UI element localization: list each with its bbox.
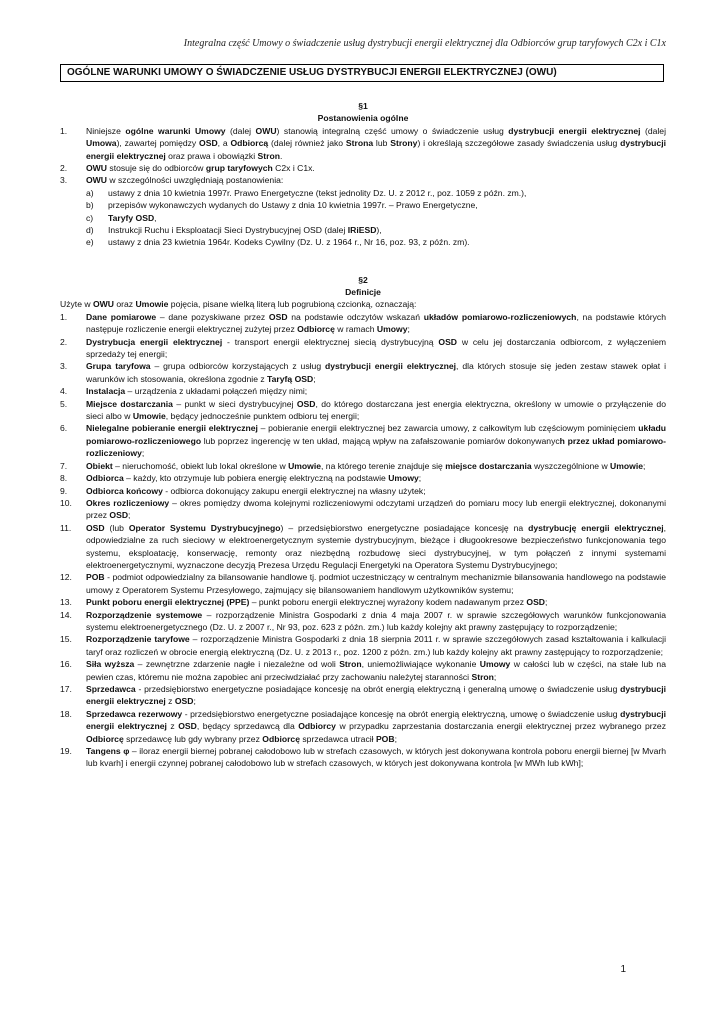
list-item-number: 18. <box>60 708 72 719</box>
list-item-text: OWU stosuje się do odbiorców grup taryfowych C2x i C1x. <box>86 163 315 173</box>
list-item-text: Tangens φ – iloraz energii biernej pobranej całodobowo lub w strefach czasowych, w których jest dokonywana kontrola poboru energii biernej [w Mvarh lub kvarh] i energii czynnej pobranej całodobowo lub w strefach czasowych, w których jest dokonywana kontrola [w MWh lub kWh]; <box>86 746 666 769</box>
list-item-number: 3. <box>60 175 68 186</box>
sub-list-item <box>60 187 666 199</box>
section-1-subitems <box>60 187 666 249</box>
list-item-number: 13. <box>60 597 72 608</box>
list-item-text: przepisów wykonawczych wydanych do Ustawy z dnia 10 kwietnia 1997r. – Prawo Energetyczne, <box>108 200 478 211</box>
definition-item <box>60 385 666 397</box>
list-item-number: 4. <box>60 386 68 397</box>
section-1-items <box>60 125 666 187</box>
list-item-number: 15. <box>60 634 72 645</box>
definition-item <box>60 658 666 683</box>
document-body <box>60 100 666 770</box>
list-item-text: Sprzedawca - przedsiębiorstwo energetyczne posiadające koncesję na obrót energią elektryczną i generalną umowę o świadczenie usług dystrybucji energii elektrycznej z OSD; <box>86 684 666 707</box>
list-item-number: 1. <box>60 311 68 322</box>
list-item-text: Niniejsze ogólne warunki Umowy (dalej OWU) stanowią integralną część umowy o świadczenie usług dystrybucji energii elektrycznej (dalej Umowa), zawartej pomiędzy OSD, a Odbiorcą (dalej również jako Strona lub Strony) i określają szczegółowe zasady świadczenia usług dystrybucji energii elektrycznej oraz prawa i obowiązki Stron. <box>86 125 666 161</box>
sub-list-item <box>60 224 666 236</box>
list-item-text: Rozporządzenie taryfowe – rozporządzenie Ministra Gospodarki z dnia 18 sierpnia 2011 r. w sprawie szczegółowych zasad kształtowania i kalkulacji taryf oraz rozliczeń w obrocie energią elektryczną (Dz. U. z 2013 r., poz. 1200 z późn. zm.) lub każdy kolejny akt prawny zastępujący to rozporządzenie; <box>86 634 666 657</box>
page-number: 1 <box>620 964 626 975</box>
definition-item <box>60 485 666 497</box>
list-item-text: Sprzedawca rezerwowy - przedsiębiorstwo energetyczne posiadające koncesję na obrót energią elektryczną, umowę o świadczenie usług dystrybucji energii elektrycznej z OSD, będący sprzedawcą dla Odbiorcy w przypadku zaprzestania dostarczania energii elektrycznej przez wybranego przez Odbiorcę sprzedawcę lub gdy wybrany przez Odbiorcę sprzedawca utracił POB; <box>86 708 666 744</box>
definition-item <box>60 745 666 770</box>
definition-item <box>60 683 666 708</box>
list-item-number: d) <box>86 225 94 236</box>
list-item-text: Rozporządzenie systemowe – rozporządzenie Ministra Gospodarki z dnia 4 maja 2007 r. w sprawie szczegółowych warunków funkcjonowania systemu elektroenergetycznego (Dz. U. z 2007 r., Nr 93, poz. 623 z późn. zm.) lub każdy kolejny akt prawny zastępujący to rozporządzenie; <box>86 609 666 632</box>
list-item-text: Odbiorca końcowy - odbiorca dokonujący zakupu energii elektrycznej na własny użytek; <box>86 485 426 496</box>
list-item-number: 1. <box>60 125 68 136</box>
list-item-text: ustawy z dnia 23 kwietnia 1964r. Kodeks Cywilny (Dz. U. z 1964 r., Nr 16, poz. 93, z późn. zm). <box>108 237 470 248</box>
section-title: Postanowienia ogólne <box>317 113 409 124</box>
definitions-intro: Użyte w OWU oraz Umowie pojęcia, pisane wielką literą lub pogrubioną czcionką, oznaczają: <box>60 299 417 310</box>
list-item-text: ustawy z dnia 10 kwietnia 1997r. Prawo Energetyczne (tekst jednolity Dz. U. z 2012 r., poz. 1059 z późn. zm.), <box>108 187 527 198</box>
definition-item <box>60 336 666 361</box>
list-item-number: e) <box>86 237 94 248</box>
list-item-text: Okres rozliczeniowy – okres pomiędzy dwoma kolejnymi rozliczeniowymi odczytami urządzeń do pomiaru mocy lub energii elektrycznej, dokonanymi przez OSD; <box>86 497 666 521</box>
definition-item <box>60 596 666 608</box>
list-item-text: OSD (lub Operator Systemu Dystrybucyjnego) – przedsiębiorstwo energetyczne posiadające koncesję na dystrybucję energii elektrycznej, odpowiedzialne za ruch sieciowy w elektroenergetycznym systemie dystrybucyjnym, bieżące i długookresowe bezpieczeństwo funkcjonowania tego systemu, eksploatację, konserwację, remonty oraz niezbędną rozbudowę sieci dystrybucyjnej, w tym połączeń z innymi systemami elektroenergetycznymi, wyznaczone decyzją Prezesa Urzędu Regulacji Energetyki na Operatora Systemu Dystrybucyjnego; <box>86 522 666 570</box>
list-item-text: Obiekt – nieruchomość, obiekt lub lokal określone w Umowie, na którego terenie znajduje się miejsce dostarczania wyszczególnione w Umowie; <box>86 460 646 471</box>
list-item-number: 3. <box>60 361 68 372</box>
list-item-number: 8. <box>60 473 68 484</box>
list-item-number: c) <box>86 212 94 223</box>
list-item-text: Grupa taryfowa – grupa odbiorców korzystających z usług dystrybucji energii elektrycznej, dla których stosuje się jeden zestaw stawek opłat i warunków ich stosowania, określona zgodnie z Taryfą OSD; <box>86 361 666 384</box>
definition-item <box>60 472 666 484</box>
document-title: OGÓLNE WARUNKI UMOWY O ŚWIADCZENIE USŁUG DYSTRYBUCJI ENERGII ELEKTRYCZNEJ (OWU) <box>60 64 664 82</box>
definition-item <box>60 708 666 745</box>
sub-list-item <box>60 212 666 224</box>
definition-item <box>60 460 666 472</box>
section-title: Definicje <box>345 287 381 298</box>
list-item-number: 2. <box>60 336 68 347</box>
definition-item <box>60 398 666 423</box>
list-item-number: 11. <box>60 522 72 533</box>
list-item-number: 6. <box>60 423 68 434</box>
list-item-text: Taryfy OSD, <box>108 212 157 223</box>
definition-item <box>60 360 666 385</box>
list-item-text: Odbiorca – każdy, kto otrzymuje lub pobiera energię elektryczną na podstawie Umowy; <box>86 473 422 484</box>
definition-item <box>60 311 666 336</box>
running-header: Integralna część Umowy o świadczenie usług dystrybucji energii elektrycznej dla Odbiorców grup taryfowych C2x i C1x <box>183 38 666 49</box>
definition-item <box>60 522 666 572</box>
section-number: §2 <box>358 274 368 285</box>
list-item-text: Instrukcji Ruchu i Eksploatacji Sieci Dystrybucyjnej OSD (dalej IRiESD), <box>108 225 382 236</box>
list-item-number: a) <box>86 187 94 198</box>
section-2-items <box>60 311 666 770</box>
list-item-text: Punkt poboru energii elektrycznej (PPE) – punkt poboru energii elektrycznej wyrażony kodem nadawanym przez OSD; <box>86 597 548 608</box>
list-item-number: 12. <box>60 572 72 583</box>
list-item-number: 17. <box>60 684 72 694</box>
section-number: §1 <box>358 101 368 111</box>
definition-item <box>60 609 666 634</box>
definition-item <box>60 422 666 459</box>
list-item-text: POB - podmiot odpowiedzialny za bilansowanie handlowe tj. podmiot uczestniczący w centralnym mechanizmie bilansowania handlowego na podstawie umowy z Operatorem Systemu Przesyłowego, zajmujący się bilansowaniem handlowym użytkowników systemu; <box>86 572 666 595</box>
list-item-text: Dystrybucja energii elektrycznej - transport energii elektrycznej siecią dystrybucyjną OSD w celu jej dostarczania odbiorcom, z wyłączeniem sprzedaży tej energii; <box>86 336 667 360</box>
list-item-text: Dane pomiarowe – dane pozyskiwane przez OSD na podstawie odczytów wskazań układów pomiarowo-rozliczeniowych, na podstawie których następuje rozliczenie energii elektrycznej zużytej przez Odbiorcę w ramach Umowy; <box>86 311 666 335</box>
list-item-number: 14. <box>60 609 72 620</box>
list-item <box>60 162 666 174</box>
list-item-number: 19. <box>60 746 72 757</box>
definition-item <box>60 571 666 596</box>
list-item-text: Siła wyższa – zewnętrzne zdarzenie nagłe i niezależne od woli Stron, uniemożliwiające wykonanie Umowy w całości lub w części, na stałe lub na pewien czas, któremu nie można zapobiec ani przeciwdziałać przy zachowaniu należytej staranności Stron; <box>86 659 666 682</box>
list-item-text: OWU w szczególności uwzględniają postanowienia: <box>86 175 284 186</box>
sub-list-item <box>60 236 666 248</box>
list-item-number: 9. <box>60 485 68 496</box>
list-item-number: 10. <box>60 497 72 508</box>
list-item-number: 2. <box>60 163 68 173</box>
list-item-number: b) <box>86 200 94 211</box>
sub-list-item <box>60 199 666 211</box>
list-item-text: Miejsce dostarczania – punkt w sieci dystrybucyjnej OSD, do którego dostarczana jest energia elektryczna, określony w umowie o przyłączenie do sieci albo w Umowie, będący jednocześnie punktem odbioru tej energii; <box>86 398 666 422</box>
definition-item <box>60 633 666 658</box>
list-item-number: 16. <box>60 659 72 670</box>
list-item <box>60 174 666 186</box>
list-item-text: Instalacja – urządzenia z układami połączeń między nimi; <box>86 386 308 397</box>
list-item-number: 7. <box>60 460 68 471</box>
list-item-text: Nielegalne pobieranie energii elektrycznej – pobieranie energii elektrycznej bez zawarcia umowy, z całkowitym lub częściowym pominięciem układu pomiarowo-rozliczeniowego lub poprzez ingerencję w ten układ, mającą wpływ na zafałszowanie pomiarów dokonywanych przez układ pomiarowo-rozliczeniowy; <box>86 423 666 459</box>
list-item <box>60 125 666 162</box>
list-item-number: 5. <box>60 398 68 409</box>
definition-item <box>60 497 666 522</box>
